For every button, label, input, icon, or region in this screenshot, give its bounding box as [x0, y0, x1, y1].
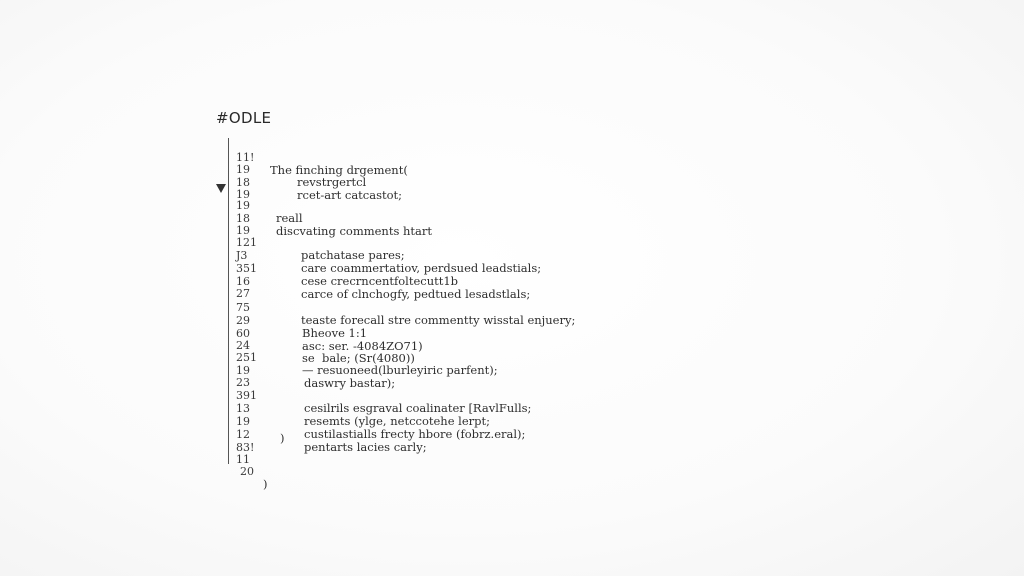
line-number: 19: [236, 188, 250, 201]
line-text: care coammertatiov, perdsued leadstials;: [301, 261, 542, 275]
line-number: 391: [236, 389, 257, 402]
line-number: 27: [236, 287, 250, 300]
line-text: ): [280, 431, 285, 445]
line-number: 29: [236, 314, 250, 327]
line-number: 19: [236, 163, 250, 176]
line-text: cese crecrncentfoltecutt1b: [301, 274, 459, 288]
line-number: 18: [236, 212, 250, 225]
line-text: revstrgertcl: [297, 175, 367, 189]
line-text: rcet-art catcastot;: [297, 188, 403, 202]
line-number: 83!: [236, 441, 255, 454]
line-number: 16: [236, 275, 250, 288]
line-text: daswry bastar);: [304, 376, 396, 390]
gutter-line: [228, 138, 229, 464]
line-number: 19: [236, 415, 250, 428]
line-text: carce of clnchogfy, pedtued lesadstlals;: [301, 287, 531, 301]
line-number: 19: [236, 224, 250, 237]
line-text: patchatase pares;: [301, 248, 405, 262]
line-number: 11: [236, 453, 250, 466]
line-text: asc: ser. -4084ZO71): [302, 339, 423, 353]
line-number: 75: [236, 301, 250, 314]
line-text: discvating comments htart: [276, 224, 433, 238]
line-text: Bheove 1:1: [302, 326, 368, 340]
line-number: 60: [236, 327, 250, 340]
line-text: reall: [276, 211, 303, 225]
fold-arrow-icon[interactable]: [216, 184, 226, 193]
line-text: se bale; (Sr(4080)): [302, 351, 415, 365]
line-text: ): [263, 477, 268, 491]
line-number: 24: [236, 339, 250, 352]
line-number: 13: [236, 402, 250, 415]
line-text: resemts (ylge, netccotehe lerpt;: [304, 414, 491, 428]
line-text: teaste forecall stre commentty wisstal enjuery;: [301, 313, 576, 327]
line-number: 18: [236, 176, 250, 189]
line-text: The finching drgement(: [270, 163, 408, 177]
editor-title: #ODLE: [216, 109, 272, 127]
line-number: 11!: [236, 151, 255, 164]
line-text: — resuoneed(lburleyiric parfent);: [302, 363, 498, 377]
line-text: pentarts lacies carly;: [304, 440, 427, 454]
line-number: 12: [236, 428, 250, 441]
line-number: 121: [236, 236, 257, 249]
line-text: custilastialls frecty hbore (fobrz.eral);: [304, 427, 526, 441]
line-number: J3: [236, 249, 248, 262]
line-text: cesilrils esgraval coalinater [RavlFulls;: [304, 401, 532, 415]
line-number: 19: [236, 199, 250, 212]
line-number: 19: [236, 364, 250, 377]
line-number: 251: [236, 351, 257, 364]
line-number: 351: [236, 262, 257, 275]
line-number: 20: [240, 465, 254, 478]
line-number: 23: [236, 376, 250, 389]
